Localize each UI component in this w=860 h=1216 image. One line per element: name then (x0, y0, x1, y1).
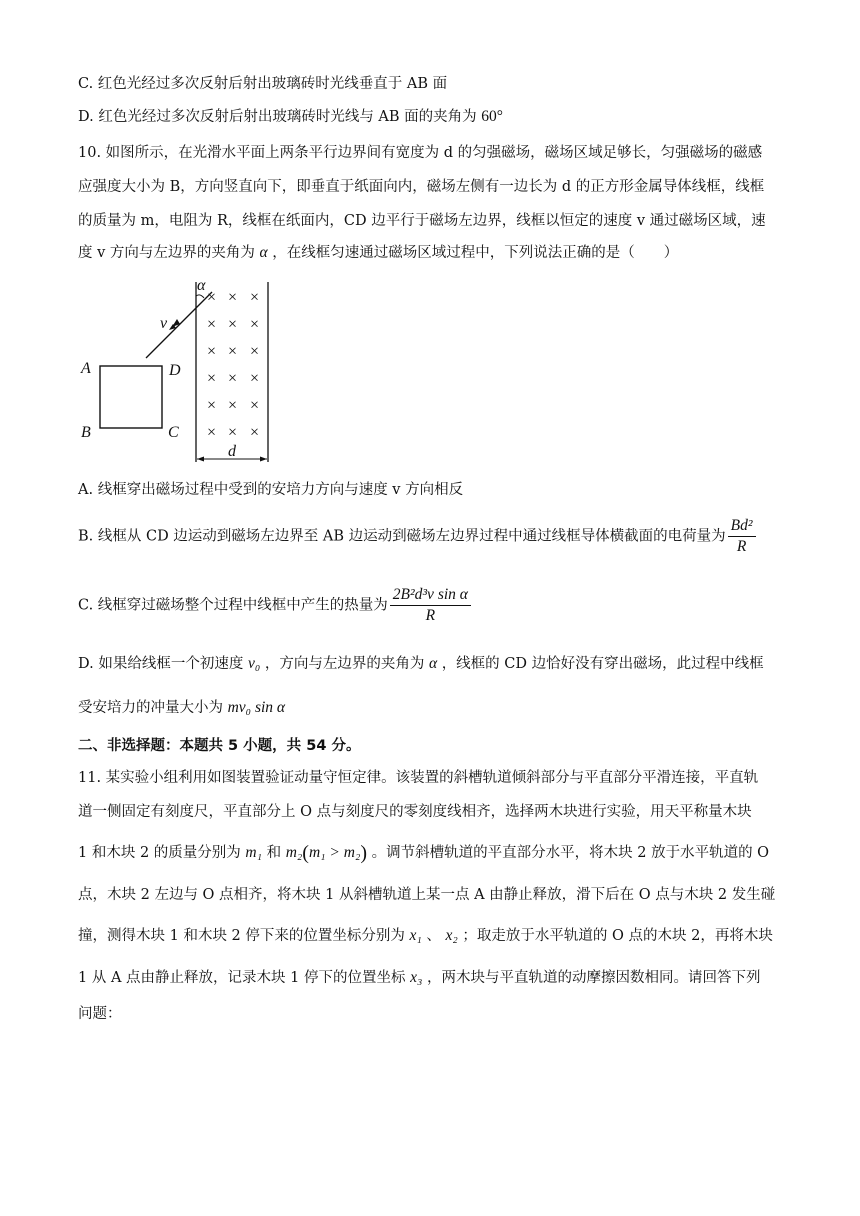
label-B: B (81, 424, 91, 441)
q11-line-5 (78, 926, 773, 946)
q11-line-3 (78, 843, 769, 863)
q11-line-2: 道一侧固定有刻度尺，平直部分上 O 点与刻度尺的零刻度线相齐，选择两木块进行实验，用天平称量木块 (78, 804, 752, 820)
q11-line-7: 问题： (78, 1006, 122, 1022)
q11-x1: x₁ (409, 927, 422, 944)
q11-open-paren: ( (302, 842, 309, 864)
label-C: C (168, 424, 179, 441)
field-mark: × (228, 397, 238, 414)
q10-option-b-denominator: R (736, 538, 747, 555)
q11-line-6-post: ，两木块与平直轨道的动摩擦因数相同。请回答下列 (426, 970, 761, 986)
field-mark: × (228, 316, 238, 333)
q10-alpha-symbol: α (259, 244, 268, 261)
q10-stem-line-3: 的质量为 m，电阻为 R，线框在纸面内，CD 边平行于磁场左边界，线框以恒定的速度 v 通过磁场区域，速 (78, 213, 766, 229)
q11-x2: x₂ (445, 927, 458, 944)
q11-line-5-pre: 撞，测得木块 1 和木块 2 停下来的位置坐标分别为 (78, 928, 405, 944)
alpha-arc (196, 295, 204, 298)
field-mark: × (228, 289, 238, 306)
field-mark: × (250, 343, 260, 360)
field-mark: × (228, 370, 238, 387)
field-mark: × (207, 343, 217, 360)
q10-option-c-fraction (390, 585, 471, 626)
field-mark: × (207, 289, 217, 306)
field-mark: × (250, 424, 260, 441)
q10-option-d-impulse-text: 受安培力的冲量大小为 (78, 700, 223, 716)
q10-option-d-line-1 (78, 654, 764, 674)
q11-m1: m₁ (245, 844, 262, 861)
q10-option-c-denominator: R (425, 607, 436, 624)
q10-option-b-fraction (728, 516, 756, 557)
q9-option-d-text: D. 红色光经过多次反射后射出玻璃砖时光线与 AB 面的夹角为 (78, 109, 477, 125)
field-mark: × (250, 289, 260, 306)
field-mark: × (250, 316, 260, 333)
square-frame (100, 366, 162, 428)
field-mark: × (207, 316, 217, 333)
q10-stem-line-4-pre: 度 v 方向与左边界的夹角为 (78, 245, 255, 261)
q11-line-6-pre: 1 从 A 点由静止释放，记录木块 1 停下的位置坐标 (78, 970, 406, 986)
q11-line-5-post: ；取走放于水平轨道的 O 点的木块 2，再将木块 (462, 928, 773, 944)
label-D: D (169, 362, 181, 379)
q11-mass-condition: m₁ > m₂ (308, 844, 361, 861)
dimension-arrow-right (260, 457, 267, 462)
q10-stem-line-4 (78, 243, 678, 263)
q11-line-6 (78, 968, 760, 988)
q10-stem-line-4-post: ，在线框匀速通过磁场区域过程中，下列说法正确的是（ ） (272, 245, 679, 261)
field-mark: × (207, 397, 217, 414)
velocity-arrow-line (146, 292, 212, 358)
q11-close-paren: ) (360, 842, 368, 864)
q11-m2: m₂ (285, 844, 303, 861)
q10-option-b (78, 516, 756, 557)
q10-option-c-numerator: 2B²d³v sin α (390, 585, 471, 606)
field-mark: × (207, 370, 217, 387)
q10-stem-line-2: 应强度大小为 B，方向竖直向下，即垂直于纸面向内，磁场左侧有一边长为 d 的正方形金属导体线框，线框 (78, 179, 765, 195)
q10-option-d-post: ，线框的 CD 边恰好没有穿出磁场，此过程中线框 (441, 656, 764, 672)
q9-option-d-angle: 60° (481, 108, 503, 125)
q10-option-c (78, 585, 471, 626)
q11-line-3-pre: 1 和木块 2 的质量分别为 (78, 845, 241, 861)
q11-line-1: 11. 某实验小组利用如图装置验证动量守恒定律。该装置的斜槽轨道倾斜部分与平直部分平滑连接，平直轨 (78, 770, 759, 786)
q10-option-b-numerator: Bd² (728, 516, 756, 537)
magnetic-field-marks (207, 289, 259, 441)
q11-x3: x₃ (410, 969, 423, 986)
field-mark: × (250, 370, 260, 387)
dimension-arrow-left (197, 457, 204, 462)
q10-option-a: A. 线框穿出磁场过程中受到的安培力方向与速度 v 方向相反 (78, 482, 464, 498)
q10-option-b-text: B. 线框从 CD 边运动到磁场左边界至 AB 边运动到磁场左边界过程中通过线框导体横截面的电荷量为 (78, 528, 726, 545)
field-mark: × (228, 424, 238, 441)
q11-line-3-post: 。调节斜槽轨道的平直部分水平，将木块 2 放于水平轨道的 O (371, 845, 770, 861)
field-mark: × (228, 343, 238, 360)
q10-stem-line-1: 10. 如图所示，在光滑水平面上两条平行边界间有宽度为 d 的匀强磁场，磁场区域足够长，匀强磁场的磁感 (78, 145, 763, 161)
q9-option-d (78, 107, 503, 127)
q10-option-d-mid: ，方向与左边界的夹角为 (264, 656, 425, 672)
q10-option-d-pre: D. 如果给线框一个初速度 (78, 656, 244, 672)
field-mark: × (207, 424, 217, 441)
q11-and: 和 (266, 845, 282, 861)
field-mark: × (250, 397, 260, 414)
q10-option-d-alpha: α (428, 655, 438, 672)
q10-option-d-impulse-expr: mv₀ sin α (227, 699, 286, 716)
label-d: d (228, 443, 236, 460)
label-alpha: α (197, 277, 206, 294)
q11-separator: 、 (426, 928, 441, 944)
label-A: A (81, 360, 91, 377)
q11-line-4: 点，木块 2 左边与 O 点相齐，将木块 1 从斜槽轨道上某一点 A 由静止释放，滑下后在 O 点与木块 2 发生碰 (78, 887, 776, 903)
q10-option-d-line-2 (78, 698, 285, 718)
section-2-heading: 二、非选择题：本题共 5 小题，共 54 分。 (78, 738, 361, 754)
label-v: v (160, 315, 168, 332)
q10-figure (76, 276, 286, 468)
q10-option-c-text: C. 线框穿过磁场整个过程中线框中产生的热量为 (78, 597, 388, 614)
q9-option-c: C. 红色光经过多次反射后射出玻璃砖时光线垂直于 AB 面 (78, 76, 448, 92)
q10-option-d-v0: v₀ (247, 655, 261, 672)
